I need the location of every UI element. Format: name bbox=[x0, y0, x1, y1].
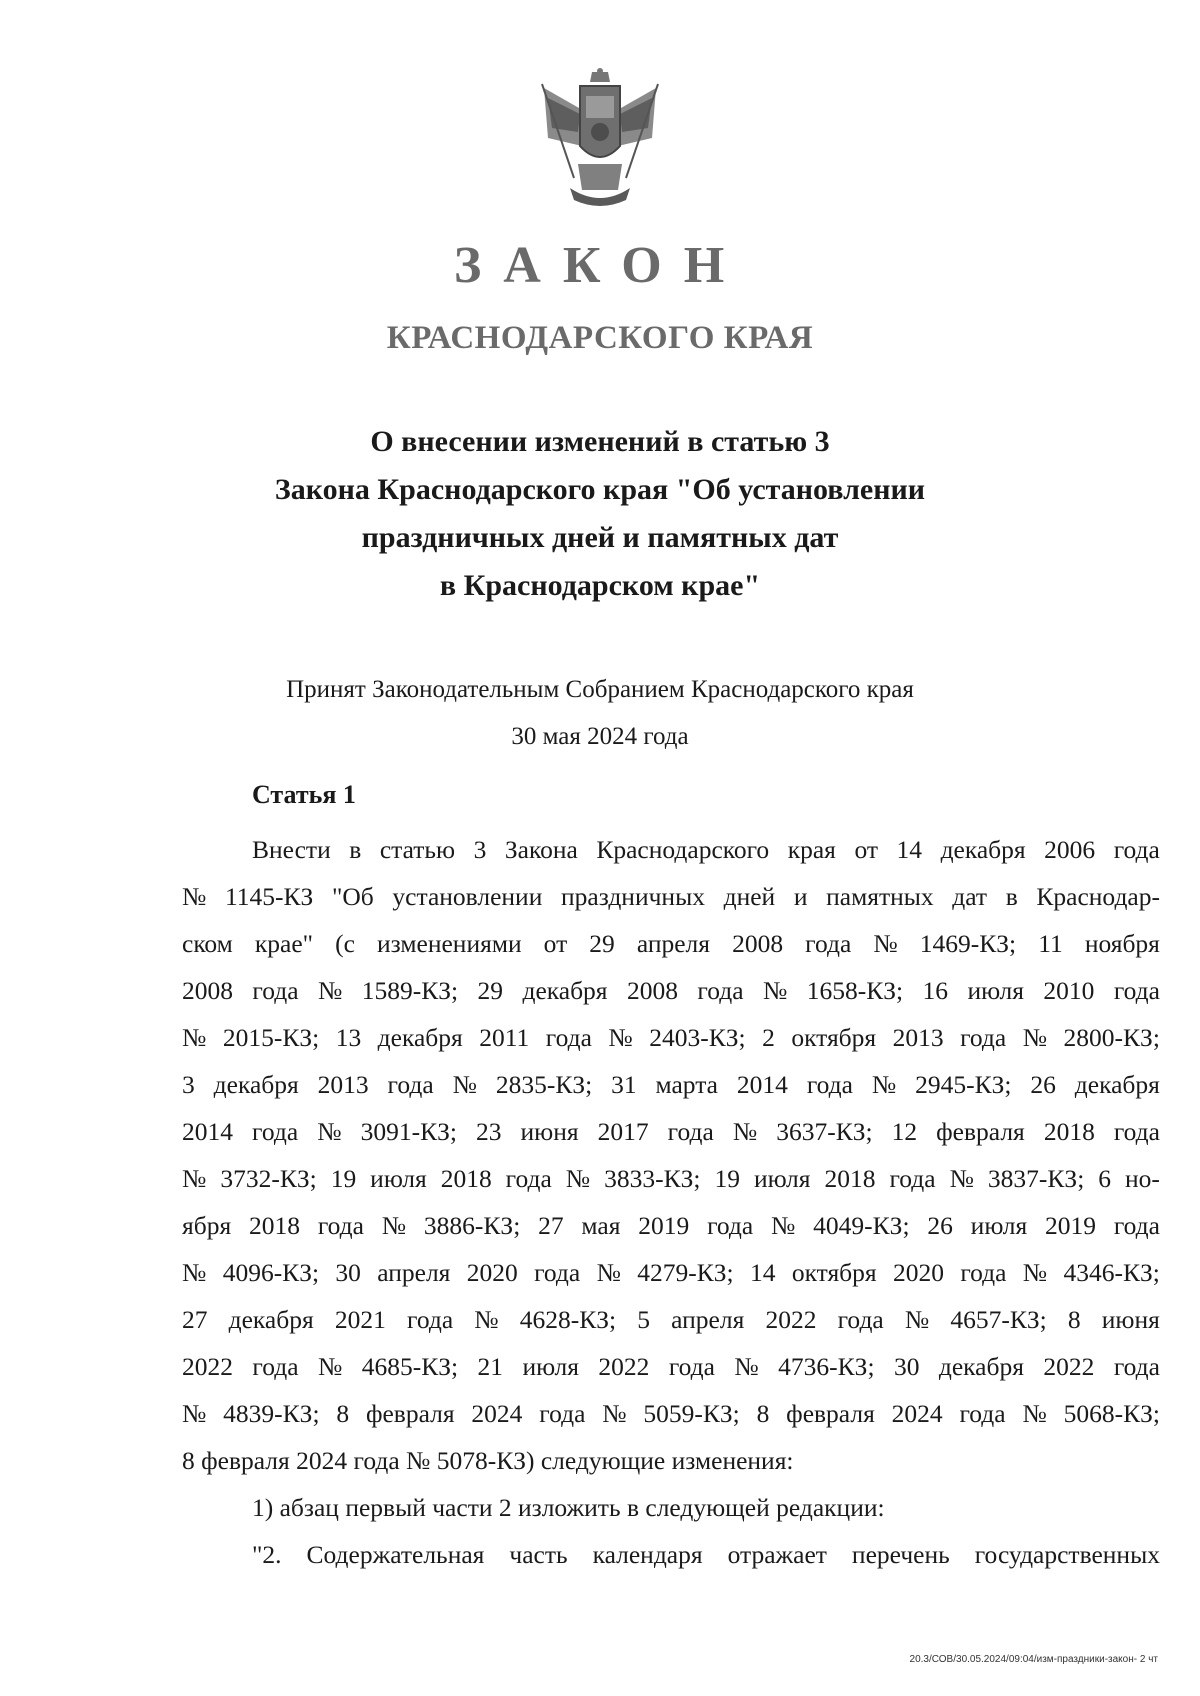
article-text-line: 3 декабря 2013 года № 2835-КЗ; 31 марта 2014 года № 2945-КЗ; 26 декабря bbox=[182, 1070, 1160, 1099]
law-title: ЗАКОН bbox=[453, 237, 747, 294]
article-text-line: "2. Содержательная часть календаря отражает перечень государственных bbox=[252, 1540, 1160, 1569]
article-text-line: Внести в статью 3 Закона Краснодарского края от 14 декабря 2006 года bbox=[252, 835, 1160, 864]
article-title: Статья 1 bbox=[252, 780, 356, 809]
adoption-date: 30 мая 2024 года bbox=[511, 723, 689, 750]
article-text-line: № 2015-КЗ; 13 декабря 2011 года № 2403-КЗ; 2 октября 2013 года № 2800-КЗ; bbox=[182, 1023, 1160, 1052]
article-text-line: 1) абзац первый части 2 изложить в следующей редакции: bbox=[252, 1493, 885, 1522]
article-text-line: 8 февраля 2024 года № 5078-КЗ) следующие изменения: bbox=[182, 1446, 794, 1475]
adoption-body: Принят Законодательным Собранием Краснодарского края bbox=[286, 676, 914, 703]
article-text-line: 2022 года № 4685-КЗ; 21 июля 2022 года № 4736-КЗ; 30 декабря 2022 года bbox=[182, 1352, 1160, 1381]
article-body bbox=[182, 826, 1160, 1578]
coat-of-arms-emblem bbox=[534, 68, 666, 208]
document-footer-code: 20.3/СОВ/30.05.2024/09:04/изм-праздники-закон- 2 чт bbox=[909, 1654, 1158, 1665]
heading-line: праздничных дней и памятных дат bbox=[361, 521, 839, 554]
article-text-line: № 4096-КЗ; 30 апреля 2020 года № 4279-КЗ; 14 октября 2020 года № 4346-КЗ; bbox=[182, 1258, 1160, 1287]
article-text-line: ября 2018 года № 3886-КЗ; 27 мая 2019 года № 4049-КЗ; 26 июля 2019 года bbox=[182, 1211, 1160, 1240]
article-text-line: № 3732-КЗ; 19 июля 2018 года № 3833-КЗ; 19 июля 2018 года № 3837-КЗ; 6 но- bbox=[182, 1164, 1160, 1193]
adoption-info bbox=[0, 666, 1200, 760]
heading-line: Закона Краснодарского края "Об установлении bbox=[274, 473, 926, 506]
region-title: КРАСНОДАРСКОГО КРАЯ bbox=[386, 320, 814, 356]
article-text-line: ском крае" (с изменениями от 29 апреля 2008 года № 1469-КЗ; 11 ноября bbox=[182, 929, 1160, 958]
document-heading bbox=[0, 418, 1200, 610]
heading-line: О внесении изменений в статью 3 bbox=[370, 425, 830, 458]
article-text-line: № 1145-КЗ "Об установлении праздничных дней и памятных дат в Краснодар- bbox=[182, 882, 1160, 911]
article-text-line: 27 декабря 2021 года № 4628-КЗ; 5 апреля 2022 года № 4657-КЗ; 8 июня bbox=[182, 1305, 1160, 1334]
article-text-line: 2014 года № 3091-КЗ; 23 июня 2017 года № 3637-КЗ; 12 февраля 2018 года bbox=[182, 1117, 1160, 1146]
article-text-line: № 4839-КЗ; 8 февраля 2024 года № 5059-КЗ; 8 февраля 2024 года № 5068-КЗ; bbox=[182, 1399, 1160, 1428]
article-text-line: 2008 года № 1589-КЗ; 29 декабря 2008 года № 1658-КЗ; 16 июля 2010 года bbox=[182, 976, 1160, 1005]
heading-line: в Краснодарском крае" bbox=[439, 569, 761, 602]
